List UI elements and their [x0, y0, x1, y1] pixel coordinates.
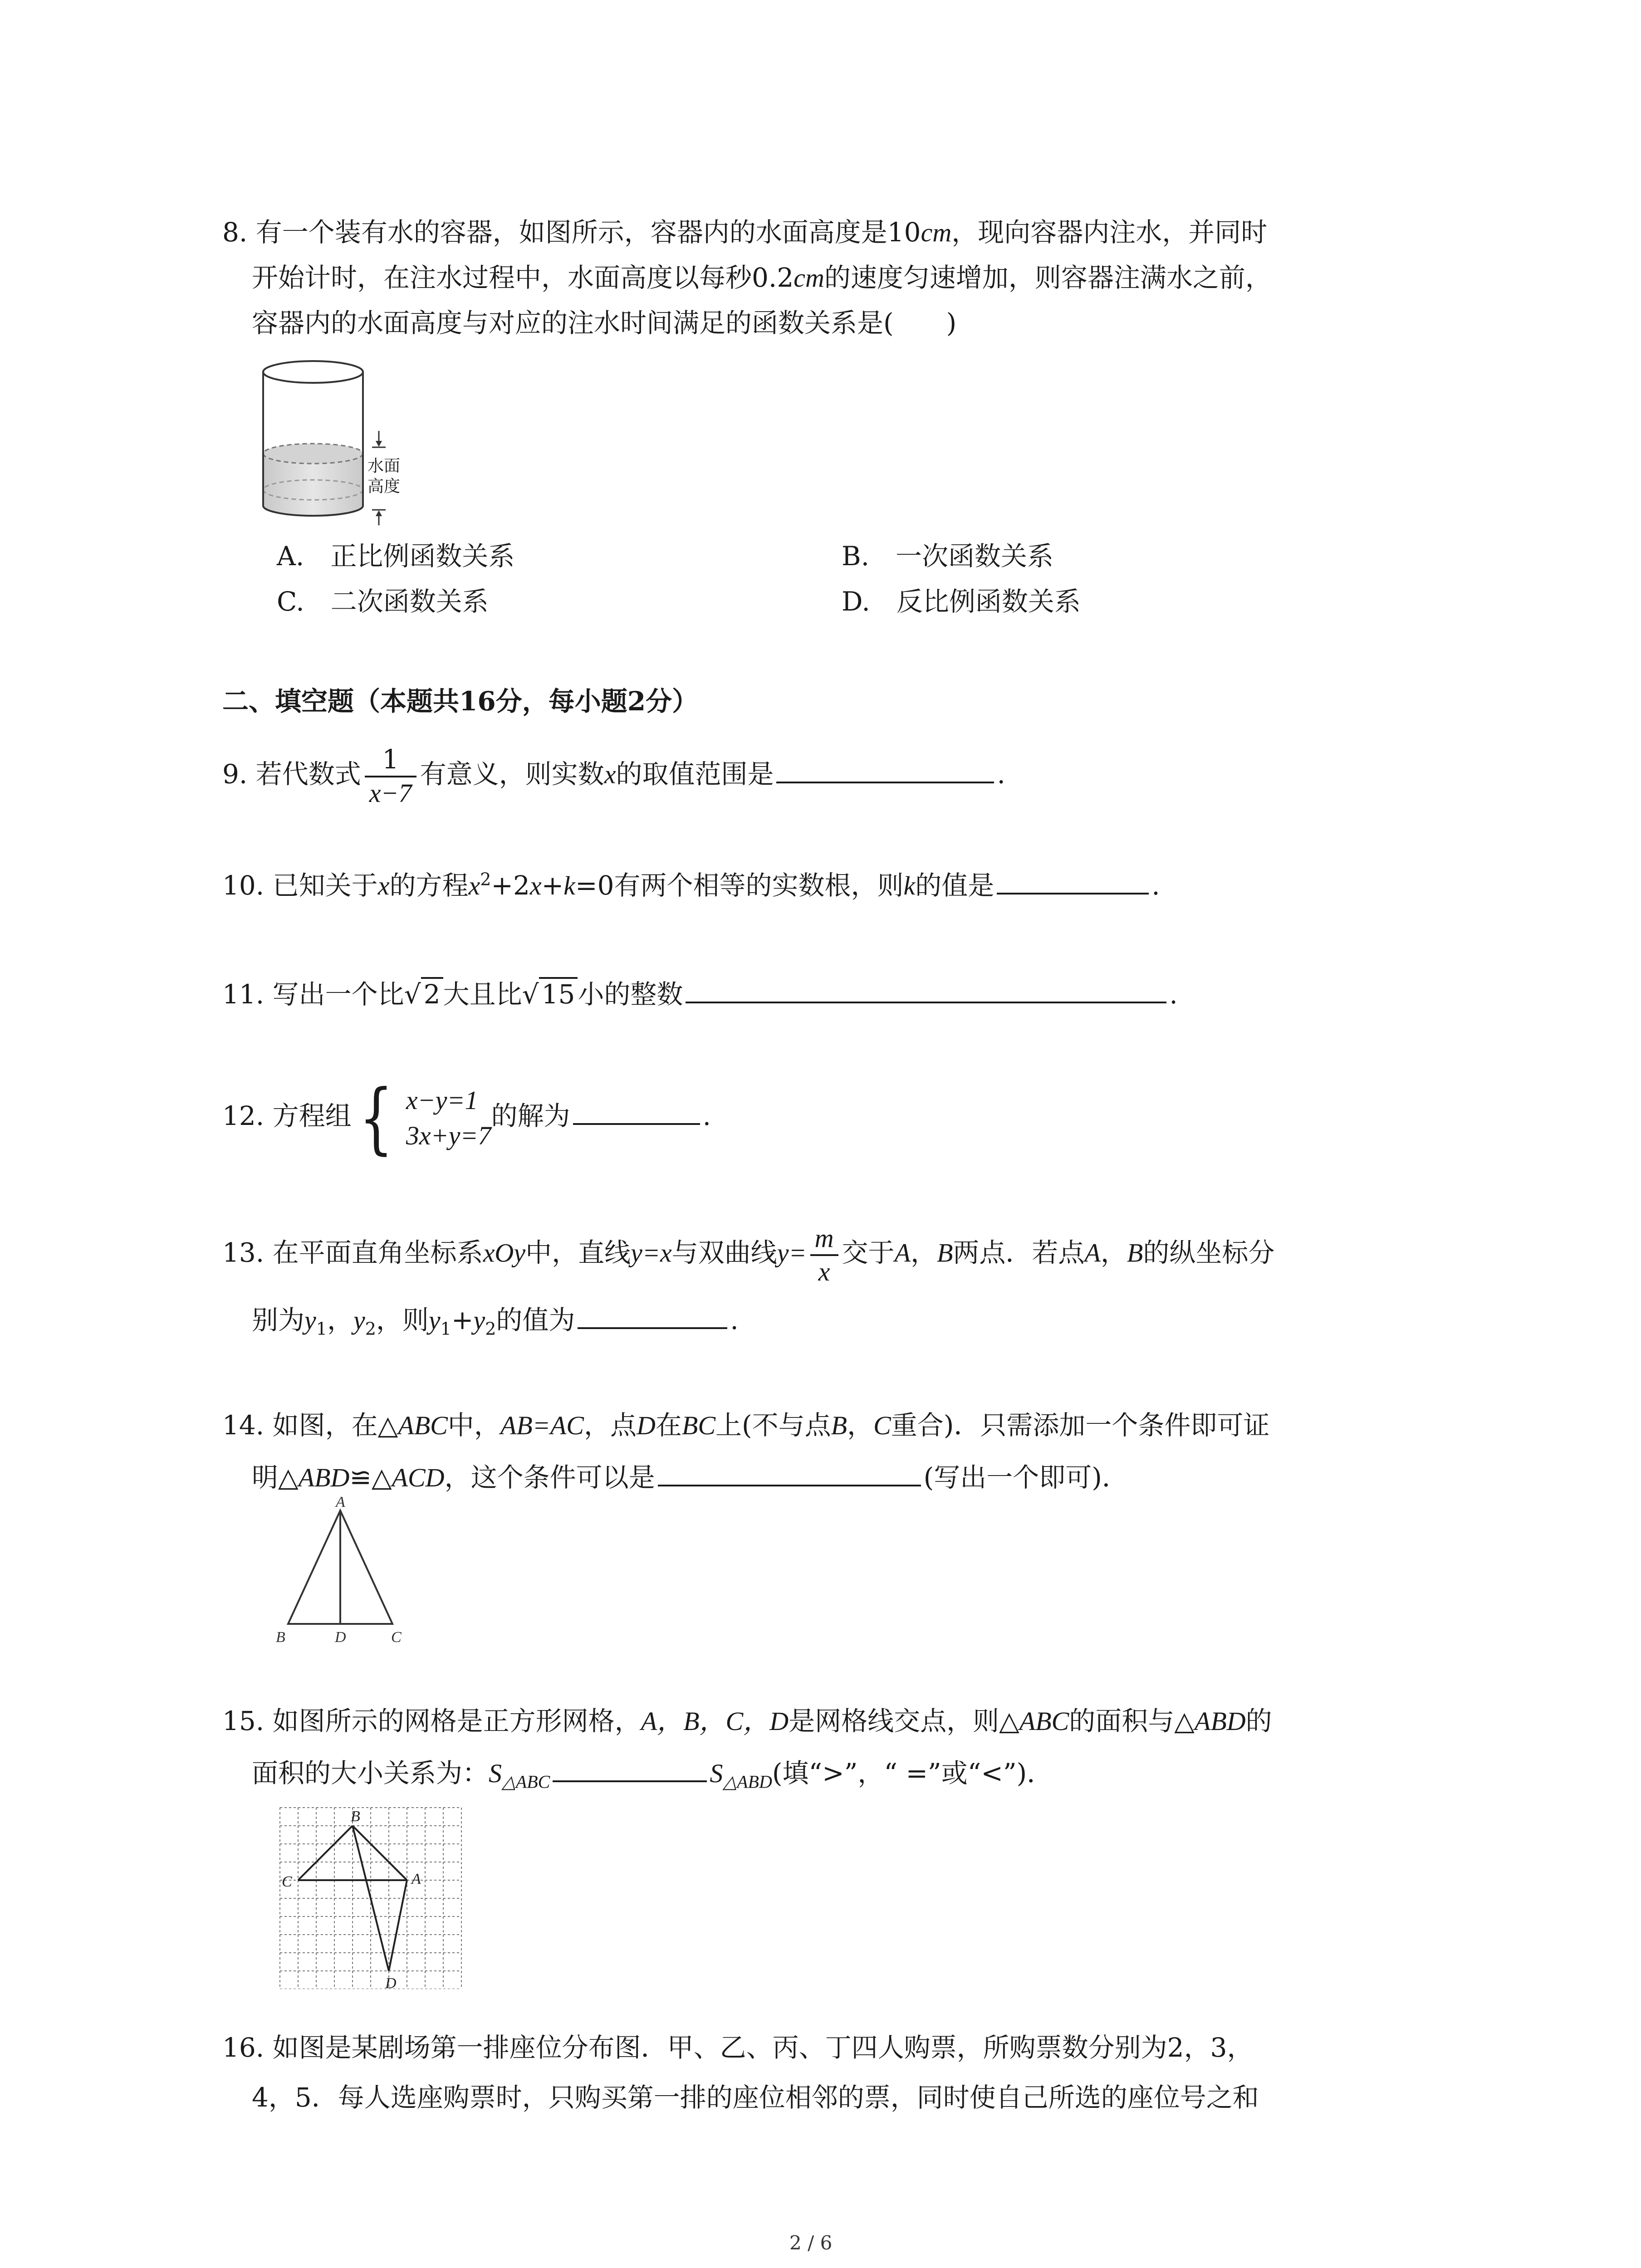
q15-triangle: ABC — [1019, 1706, 1069, 1736]
q13-fraction — [810, 1222, 838, 1287]
q13-hyperbola-eq: y= — [777, 1238, 807, 1268]
q16-line-1 — [222, 2032, 1253, 2064]
q8-option-c-label: C. 二次函数关系 — [277, 586, 489, 617]
q13-variable: y — [428, 1305, 441, 1335]
q15-subscript: △ABC — [502, 1771, 550, 1792]
q11-period: . — [1169, 979, 1178, 1010]
q11-text: 11. 写出一个比 — [222, 979, 404, 1010]
q13-variable: y — [304, 1305, 316, 1335]
q13-variable: y — [353, 1305, 365, 1335]
segment-ad — [389, 1880, 407, 1971]
q12-line — [222, 1073, 711, 1163]
q8-text: 容器内的水面高度与对应的注水时间满足的函数关系是( ) — [252, 308, 957, 338]
q14-text: ，点 — [583, 1410, 637, 1441]
q8-cylinder-figure — [259, 354, 449, 544]
q12-equation-1: x−y=1 — [406, 1085, 478, 1115]
q14-triangle: ABC — [398, 1411, 448, 1440]
q10-equation-part: +2 — [491, 870, 530, 901]
q14-line-2 — [252, 1458, 1128, 1494]
q9-text: 9. 若代数式 — [222, 758, 361, 790]
q8-option-d[interactable] — [842, 586, 1081, 618]
q14-point: B — [831, 1411, 847, 1440]
q13-subscript: 1 — [316, 1319, 327, 1339]
q15-points: A，B，C，D — [641, 1706, 789, 1736]
q8-value: 10 — [887, 217, 921, 248]
q8-line-2 — [252, 262, 1272, 294]
q13-subscript: 2 — [365, 1319, 376, 1339]
q8-text: ，现向容器内注水，并同时 — [951, 217, 1268, 248]
q13-text: ， — [910, 1237, 937, 1268]
q11-sqrt-15: √ 15 — [522, 977, 578, 1011]
q8-option-c[interactable] — [277, 586, 489, 618]
q15-subscript: △ABD — [723, 1771, 772, 1792]
q9-fraction-numerator: 1 — [382, 744, 399, 775]
q8-option-d-label: D. 反比例函数关系 — [842, 586, 1081, 617]
q10-variable: x — [377, 871, 390, 900]
q13-text: ， — [1100, 1237, 1127, 1268]
q8-line-1 — [222, 217, 1267, 249]
q16-line-2 — [252, 2082, 1259, 2114]
q14-segment: BC — [681, 1411, 716, 1440]
q8-option-a-label: A. 正比例函数关系 — [277, 541, 515, 572]
q9-line — [222, 744, 1005, 809]
q11-text: 小的整数 — [578, 979, 683, 1010]
q10-text: 的值是 — [915, 870, 994, 901]
q14-text: 中， — [447, 1410, 500, 1441]
q10-equation-part: x — [529, 871, 542, 900]
q11-text: 大且比 — [443, 979, 522, 1010]
q14-label-b: B — [276, 1629, 285, 1646]
q13-fraction-numerator: m — [814, 1223, 834, 1253]
q13-subscript: 1 — [440, 1319, 451, 1339]
q14-line-1 — [222, 1410, 1269, 1442]
q12-text: 的解为 — [491, 1100, 570, 1132]
q14-triangle-figure — [272, 1492, 417, 1647]
q8-option-a[interactable] — [277, 541, 514, 572]
q13-point: B — [1127, 1238, 1143, 1268]
q12-brace: { — [358, 1073, 393, 1163]
q10-answer-blank[interactable] — [997, 866, 1149, 894]
q11-line — [222, 975, 1178, 1011]
q14-label-d: D — [335, 1629, 346, 1646]
q13-text: 的值为 — [496, 1305, 575, 1335]
q15-area-symbol: S — [489, 1759, 502, 1788]
q13-point: A — [894, 1238, 911, 1268]
q15-grid-figure — [274, 1803, 470, 1989]
q12-answer-blank[interactable] — [573, 1097, 700, 1125]
q13-line-2 — [252, 1301, 739, 1339]
q10-variable: k — [903, 871, 916, 900]
q13-subscript: 2 — [485, 1319, 496, 1339]
q9-period: . — [997, 758, 1005, 790]
q13-period: . — [730, 1305, 739, 1335]
q10-line — [222, 866, 1160, 902]
q13-line-1 — [222, 1222, 1274, 1287]
q13-line-eq: y=x — [631, 1238, 672, 1268]
q10-equation-part: =0 — [575, 870, 614, 901]
q10-equation-part: x — [468, 871, 480, 900]
q9-text: 的取值范围是 — [616, 758, 774, 790]
q14-triangle: ABD — [298, 1463, 350, 1492]
q13-text: 交于 — [842, 1237, 895, 1268]
q9-variable: x — [604, 759, 616, 789]
q10-text: 10. 已知关于 — [222, 870, 378, 901]
q13-answer-blank[interactable] — [578, 1301, 727, 1329]
q11-sqrt-2: √ 2 — [404, 977, 443, 1011]
q15-text: (填“>”，“ =”或“<”)． — [772, 1758, 1053, 1789]
q8-line-3 — [252, 308, 956, 339]
q12-equation-system — [352, 1073, 491, 1163]
q15-label-b: B — [351, 1808, 360, 1825]
q13-text: ，则 — [376, 1305, 429, 1335]
q12-period: . — [702, 1100, 711, 1132]
q13-text: 的纵坐标分 — [1143, 1237, 1275, 1268]
q14-text: ，这个条件可以是 — [444, 1462, 655, 1493]
q14-point: D — [636, 1411, 656, 1440]
q8-unit: cm — [921, 218, 952, 247]
q13-text: 13. 在平面直角坐标系 — [222, 1237, 483, 1268]
q13-fraction-denominator: x — [810, 1254, 838, 1288]
q10-text: 有两个相等的实数根，则 — [614, 870, 904, 901]
q14-point: C — [873, 1411, 891, 1440]
q11-radicand: 15 — [539, 977, 578, 1011]
q15-answer-blank[interactable] — [553, 1754, 707, 1782]
q15-text: 15. 如图所示的网格是正方形网格， — [222, 1706, 641, 1736]
q15-label-d: D — [385, 1975, 397, 1989]
q15-text: 面积的大小关系为： — [252, 1758, 489, 1789]
q13-text: 与双曲线 — [671, 1237, 777, 1268]
q14-text: ， — [847, 1410, 874, 1441]
q10-equation-part: k — [563, 871, 575, 900]
q8-option-b-label: B. 一次函数关系 — [842, 541, 1054, 572]
q8-figure-label: 水面高度 — [367, 457, 401, 496]
q16-text: 16. 如图是某剧场第一排座位分布图．甲、乙、丙、丁四人购票，所购票数分别为2，3， — [222, 2032, 1254, 2063]
q14-answer-blank[interactable] — [658, 1458, 921, 1486]
q9-answer-blank[interactable] — [776, 755, 994, 783]
q14-condition: AB=AC — [500, 1411, 584, 1440]
section-2-title: 二、填空题（本题共16分，每小题2分） — [222, 686, 699, 717]
q11-radicand: 2 — [421, 977, 443, 1011]
segment-ab — [353, 1826, 407, 1880]
q13-text: ， — [327, 1305, 353, 1335]
q13-text: 别为 — [252, 1305, 305, 1335]
q8-text: 开始计时，在注水过程中，水面高度以每秒 — [252, 262, 752, 293]
q9-fraction — [365, 744, 416, 809]
q13-text: 中，直线 — [525, 1237, 631, 1268]
q10-exponent: 2 — [480, 869, 491, 890]
q15-label-a: A — [411, 1871, 421, 1887]
q15-line-2 — [252, 1754, 1053, 1793]
q15-line-1 — [222, 1706, 1272, 1737]
q14-text: 上(不与点 — [715, 1410, 831, 1441]
q15-text: 的 — [1245, 1706, 1272, 1736]
q14-text: 重合)．只需添加一个条件即可证 — [891, 1410, 1270, 1441]
q8-text: 的速度匀速增加，则容器注满水之前， — [824, 262, 1272, 293]
q14-text: 14. 如图，在△ — [222, 1410, 398, 1441]
q14-congruence: ≌△ — [349, 1462, 392, 1493]
q13-variable: y — [473, 1305, 485, 1335]
q15-area-symbol: S — [710, 1759, 723, 1788]
q8-value: 0.2 — [752, 262, 794, 293]
q8-option-b[interactable] — [842, 541, 1053, 572]
q13-system-name: xOy — [483, 1238, 526, 1268]
q13-text: 两点．若点 — [953, 1237, 1085, 1268]
q13-operator: + — [451, 1305, 474, 1335]
q9-text: 有意义，则实数 — [420, 758, 604, 790]
q15-text: 的面积与△ — [1069, 1706, 1195, 1736]
q15-triangle: ABD — [1194, 1706, 1246, 1736]
q8-text: 8. 有一个装有水的容器，如图所示，容器内的水面高度是 — [222, 217, 887, 248]
q11-answer-blank[interactable] — [686, 975, 1166, 1003]
q14-label-a: A — [336, 1494, 345, 1510]
page-number: 2 / 6 — [789, 2232, 833, 2254]
q8-unit: cm — [794, 263, 824, 293]
section-2-heading — [222, 686, 698, 718]
q14-text: 明△ — [252, 1462, 299, 1493]
q14-text: 在 — [655, 1410, 682, 1441]
q12-text: 12. 方程组 — [222, 1100, 352, 1132]
q15-text: 是网格线交点，则△ — [789, 1706, 1019, 1736]
q12-equation-2: 3x+y=7 — [406, 1121, 491, 1150]
q10-equation-part: + — [541, 870, 564, 901]
q16-text: 4，5．每人选座购票时，只购买第一排的座位相邻的票，同时使自己所选的座位号之和 — [252, 2082, 1259, 2113]
q15-label-c: C — [282, 1873, 292, 1890]
q10-period: . — [1151, 870, 1160, 901]
q14-triangle: ACD — [392, 1463, 445, 1492]
q10-text: 的方程 — [389, 870, 469, 901]
q14-label-c: C — [391, 1629, 402, 1646]
q13-point: A — [1084, 1238, 1101, 1268]
q14-text: (写出一个即可)． — [923, 1462, 1128, 1493]
segment-bc — [298, 1826, 353, 1880]
q13-point: B — [936, 1238, 953, 1268]
q9-fraction-denominator: x−7 — [365, 776, 416, 809]
